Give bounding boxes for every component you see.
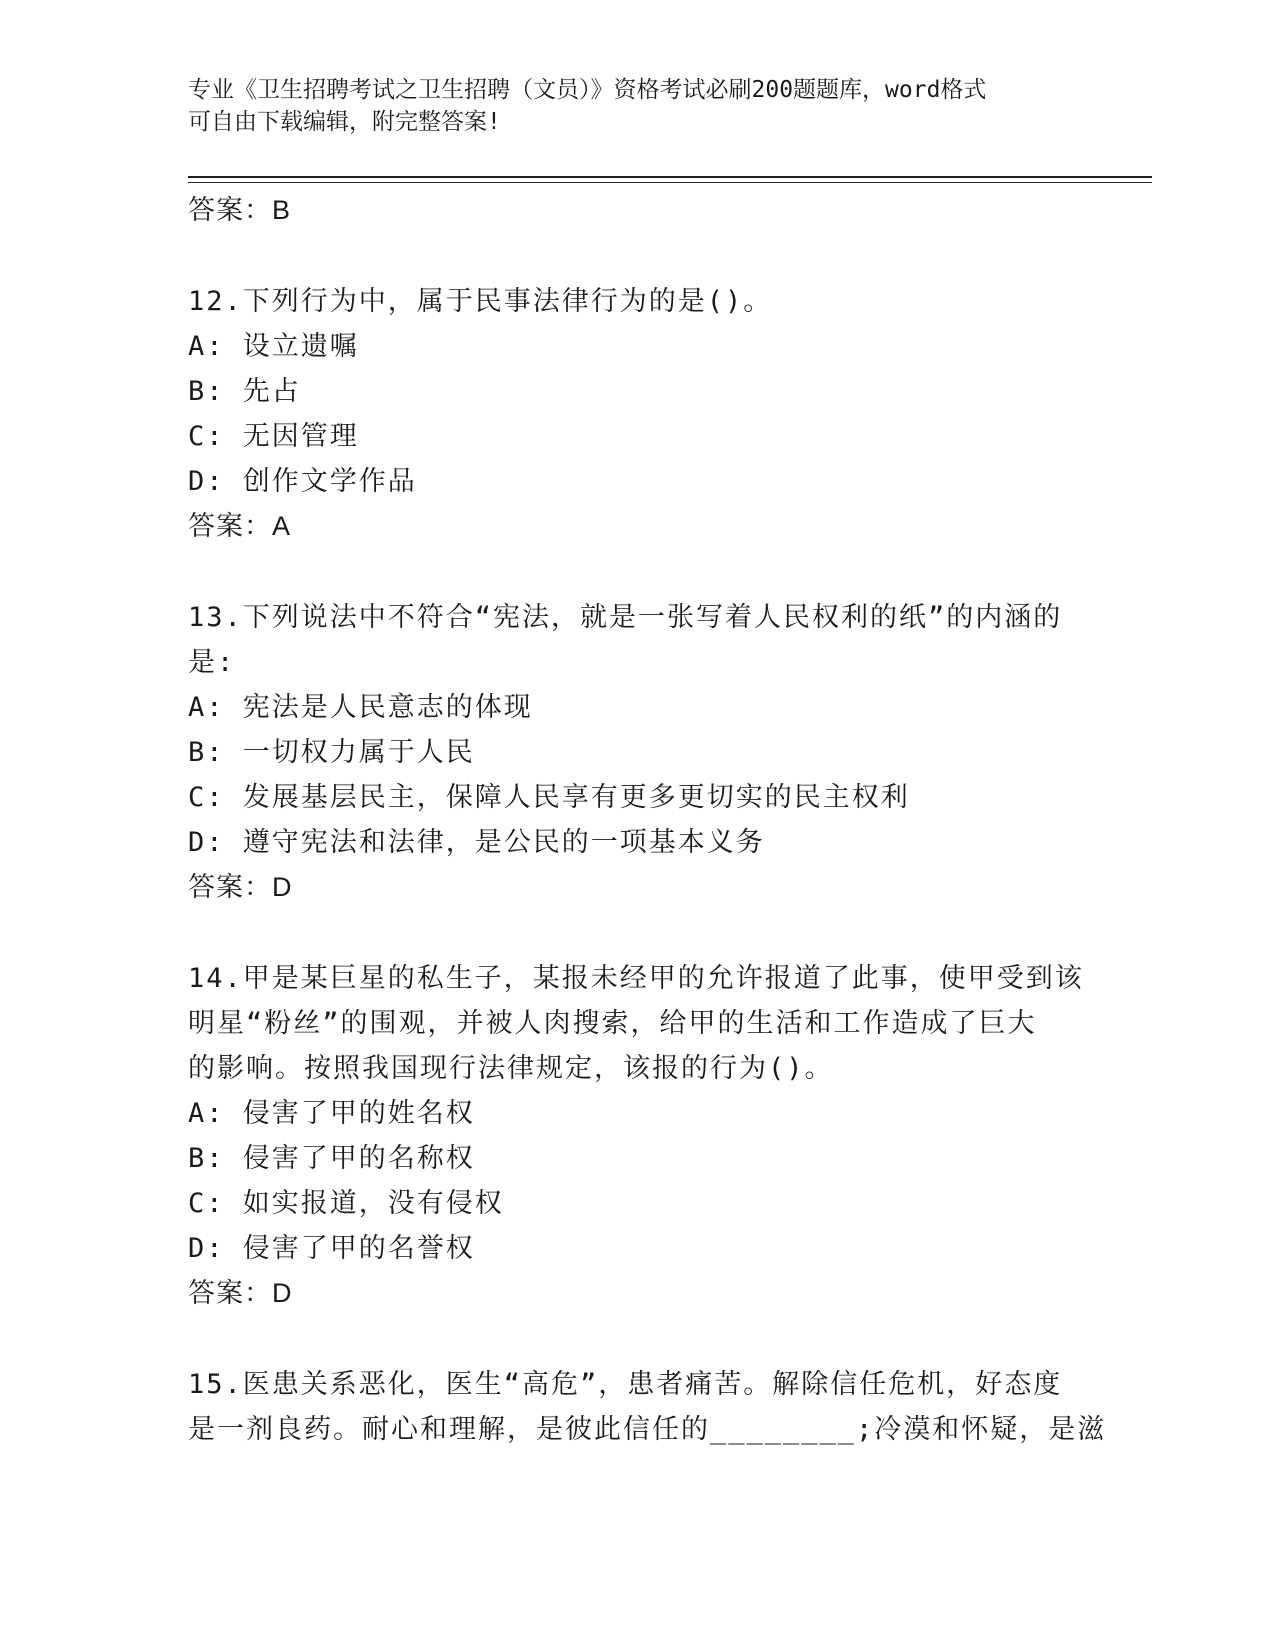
question-14 [188, 956, 1088, 1316]
option-d: D: 侵害了甲的名誉权 [188, 1233, 475, 1264]
question-stem-line: 的影响。按照我国现行法律规定，该报的行为()。 [188, 1053, 834, 1084]
answer-11: 答案：B [188, 195, 292, 225]
header-line-1: 专业《卫生招聘考试之卫生招聘（文员）》资格考试必刷200题题库，word格式 [188, 77, 987, 103]
option-b: B: 侵害了甲的名称权 [188, 1143, 475, 1174]
header-divider-thick [188, 176, 1152, 178]
question-stem-line: 是: [188, 647, 236, 678]
question-stem-line: 是一剂良药。耐心和理解，是彼此信任的________;冷漠和怀疑，是滋 [188, 1414, 1107, 1445]
question-15 [188, 1362, 1107, 1452]
question-stem-line: 15.医患关系恶化，医生“高危”，患者痛苦。解除信任危机，好态度 [188, 1369, 1063, 1400]
option-b: B: 一切权力属于人民 [188, 737, 475, 768]
header-divider-thin [188, 182, 1152, 183]
header-line-2: 可自由下载编辑，附完整答案! [188, 109, 501, 135]
document-header [188, 74, 1068, 138]
option-a: A: 宪法是人民意志的体现 [188, 692, 533, 723]
option-a: A: 设立遗嘱 [188, 331, 359, 362]
question-stem-line: 13.下列说法中不符合“宪法，就是一张写着人民权利的纸”的内涵的 [188, 602, 1063, 633]
question-stem-line: 12.下列行为中，属于民事法律行为的是()。 [188, 286, 773, 317]
question-stem-line: 明星“粉丝”的围观，并被人肉搜索，给甲的生活和工作造成了巨大 [188, 1008, 1037, 1039]
answer-12: 答案：A [188, 511, 292, 541]
question-stem-line: 14.甲是某巨星的私生子，某报未经甲的允许报道了此事，使甲受到该 [188, 963, 1084, 994]
answer-14: 答案：D [188, 1278, 293, 1308]
option-c: C: 发展基层民主，保障人民享有更多更切实的民主权利 [188, 782, 910, 813]
option-b: B: 先占 [188, 376, 301, 407]
question-13 [188, 595, 1088, 910]
document-body [188, 188, 1107, 1452]
answer-13: 答案：D [188, 872, 293, 902]
option-d: D: 遵守宪法和法律，是公民的一项基本义务 [188, 827, 765, 858]
option-c: C: 如实报道，没有侵权 [188, 1188, 504, 1219]
question-12 [188, 279, 1088, 549]
option-c: C: 无因管理 [188, 421, 359, 452]
option-a: A: 侵害了甲的姓名权 [188, 1098, 475, 1129]
option-d: D: 创作文学作品 [188, 466, 417, 497]
